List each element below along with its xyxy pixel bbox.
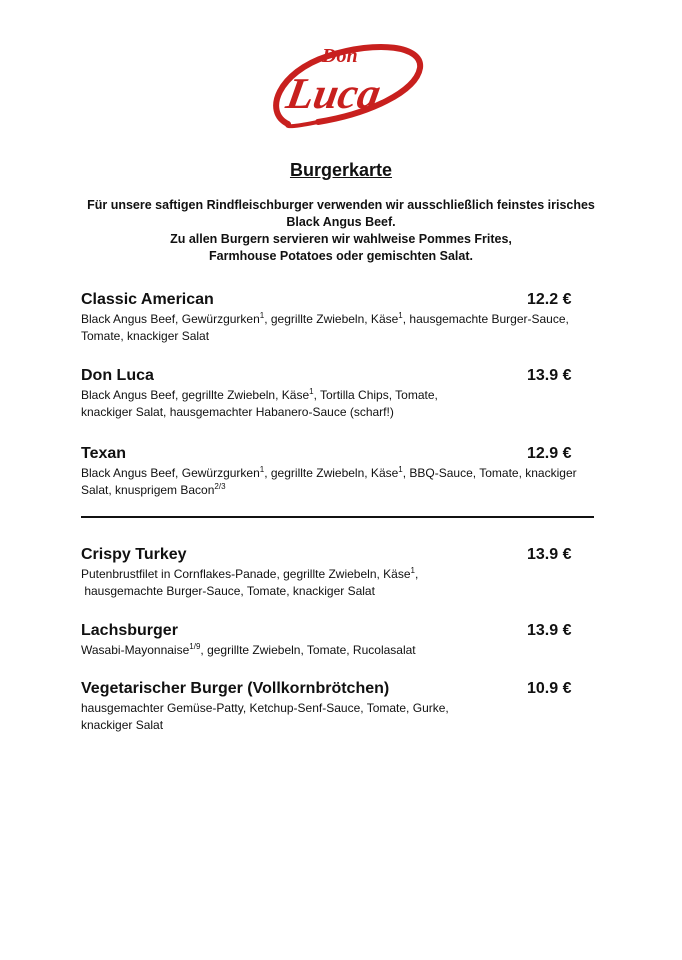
intro-text xyxy=(70,197,612,265)
item-price: 12.9 € xyxy=(527,445,572,462)
item-description: Wasabi-Mayonnaise$^{1/9}$, gegrillte Zwiebeln, Tomate, Rucolasalat xyxy=(81,642,416,657)
intro-line: Für unsere saftigen Rindfleischburger verwenden wir ausschließlich feinstes irisches Black Angus Beef. xyxy=(87,198,595,229)
menu-item xyxy=(81,443,581,499)
item-description: hausgemachter Gemüse-Patty, Ketchup-Senf-Sauce, Tomate, Gurke, knackiger Salat xyxy=(81,701,449,732)
item-name: Don Luca xyxy=(81,367,154,384)
menu-item xyxy=(81,365,581,421)
menu-item xyxy=(81,544,581,600)
menu-item xyxy=(81,678,581,734)
logo-text-don: Don xyxy=(322,45,358,67)
intro-line: Zu allen Burgern servieren wir wahlweise Pommes Frites, xyxy=(170,232,512,246)
page-title: Burgerkarte xyxy=(289,160,393,180)
item-description: Black Angus Beef, Gewürzgurken$^1$, gegrillte Zwiebeln, Käse$^1$, BBQ-Sauce, Tomate, knackiger Salat, knusprigem Bacon$^{2/3}$ xyxy=(81,465,577,497)
don-luca-logo xyxy=(258,32,426,144)
intro-line: Farmhouse Potatoes oder gemischten Salat. xyxy=(209,249,473,263)
section-divider xyxy=(81,516,594,518)
menu-item xyxy=(81,289,581,345)
item-description: Black Angus Beef, Gewürzgurken$^1$, gegrillte Zwiebeln, Käse$^1$, hausgemachte Burger-Sauce, Tomate, knackiger Salat xyxy=(81,311,569,343)
item-description: Black Angus Beef, gegrillte Zwiebeln, Käse$^1$, Tortilla Chips, Tomate, knackiger Salat, hausgemachter Habanero-Sauce (scharf!) xyxy=(81,387,438,419)
item-name: Texan xyxy=(81,445,127,462)
item-price: 13.9 € xyxy=(527,367,572,384)
logo-graphic xyxy=(258,32,426,144)
logo-text-luca: Luca xyxy=(282,68,385,118)
item-name: Crispy Turkey xyxy=(81,546,187,563)
item-price: 13.9 € xyxy=(527,622,572,639)
item-price: 12.2 € xyxy=(527,291,572,308)
item-name: Classic American xyxy=(81,291,214,308)
menu-item xyxy=(81,620,581,659)
item-price: 10.9 € xyxy=(527,680,572,697)
item-name: Lachsburger xyxy=(81,622,178,639)
item-description: Putenbrustfilet in Cornflakes-Panade, gegrillte Zwiebeln, Käse$^1$, hausgemachte Burger-Sauce, Tomate, knackiger Salat xyxy=(81,566,419,598)
item-price: 13.9 € xyxy=(527,546,572,563)
item-name: Vegetarischer Burger (Vollkornbrötchen) xyxy=(81,680,390,697)
